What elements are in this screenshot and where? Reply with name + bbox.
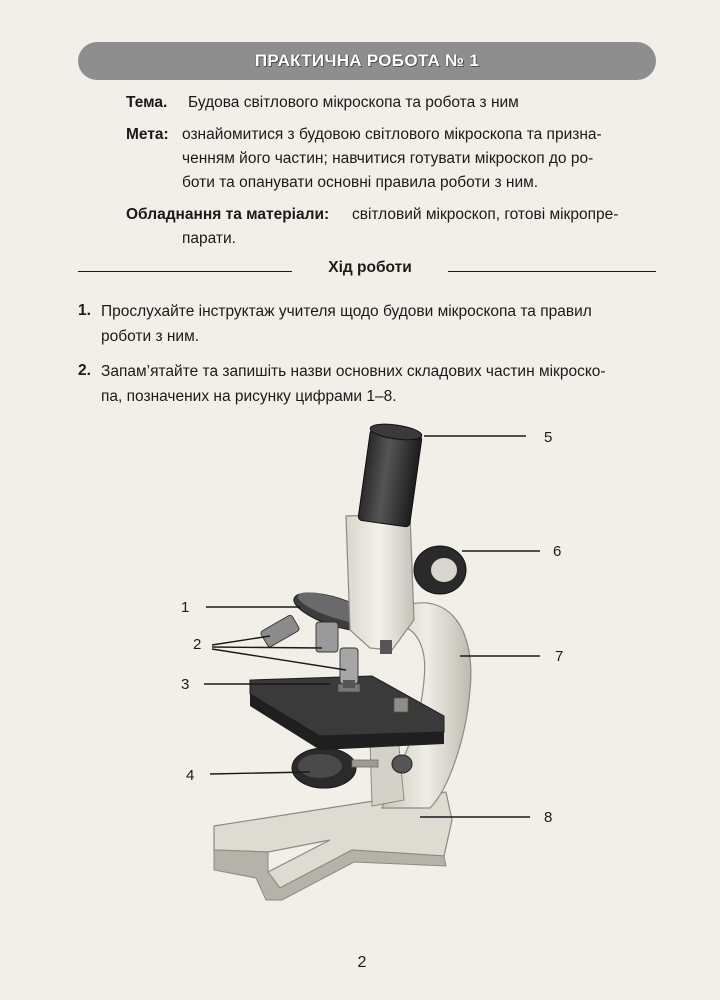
equipment-line: парати. [182,230,236,247]
callout-label-1: 1 [181,599,190,616]
topic-text: Будова світлового мікроскопа та робота з ним [188,94,519,111]
page-number: 2 [357,954,367,971]
callout-label-2: 2 [193,636,202,653]
callout-label-6: 6 [553,543,562,560]
leader-line-2b [212,647,322,648]
step-number: 1. [78,302,91,319]
step-line: роботи з ним. [101,328,200,345]
equipment-line: світловий мікроскоп, готові мікропре- [352,206,619,223]
goal-line: боти та опанувати основні правила роботи з ним. [182,174,539,191]
step-line: па, позначених на рисунку цифрами 1–8. [101,388,397,405]
equipment-label: Обладнання та матеріали: [126,206,330,223]
goal-line: ченням його частин; навчитися готувати мікроскоп до ро- [182,150,594,167]
step-line: Запам’ятайте та запишіть назви основних складових частин мікроско- [101,363,606,380]
callout-label-7: 7 [555,648,564,665]
body-tube [346,514,414,654]
mirror [292,748,378,788]
eyepiece [358,421,423,527]
procedure-title: Хід роботи [328,259,412,276]
step-line: Прослухайте інструктаж учителя щодо будови мікроскопа та правил [101,303,592,320]
callout-label-8: 8 [544,809,553,826]
page-title: ПРАКТИЧНА РОБОТА № 1 [254,51,480,70]
callout-label-3: 3 [181,676,190,693]
goal-line: ознайомитися з будовою світлового мікроскопа та призна- [182,126,602,143]
step-number: 2. [78,362,91,379]
leader-line-2a [212,636,270,645]
callout-label-4: 4 [186,767,195,784]
topic-label: Тема. [126,94,168,111]
goal-label: Мета: [126,126,169,143]
callout-label-5: 5 [544,429,553,446]
